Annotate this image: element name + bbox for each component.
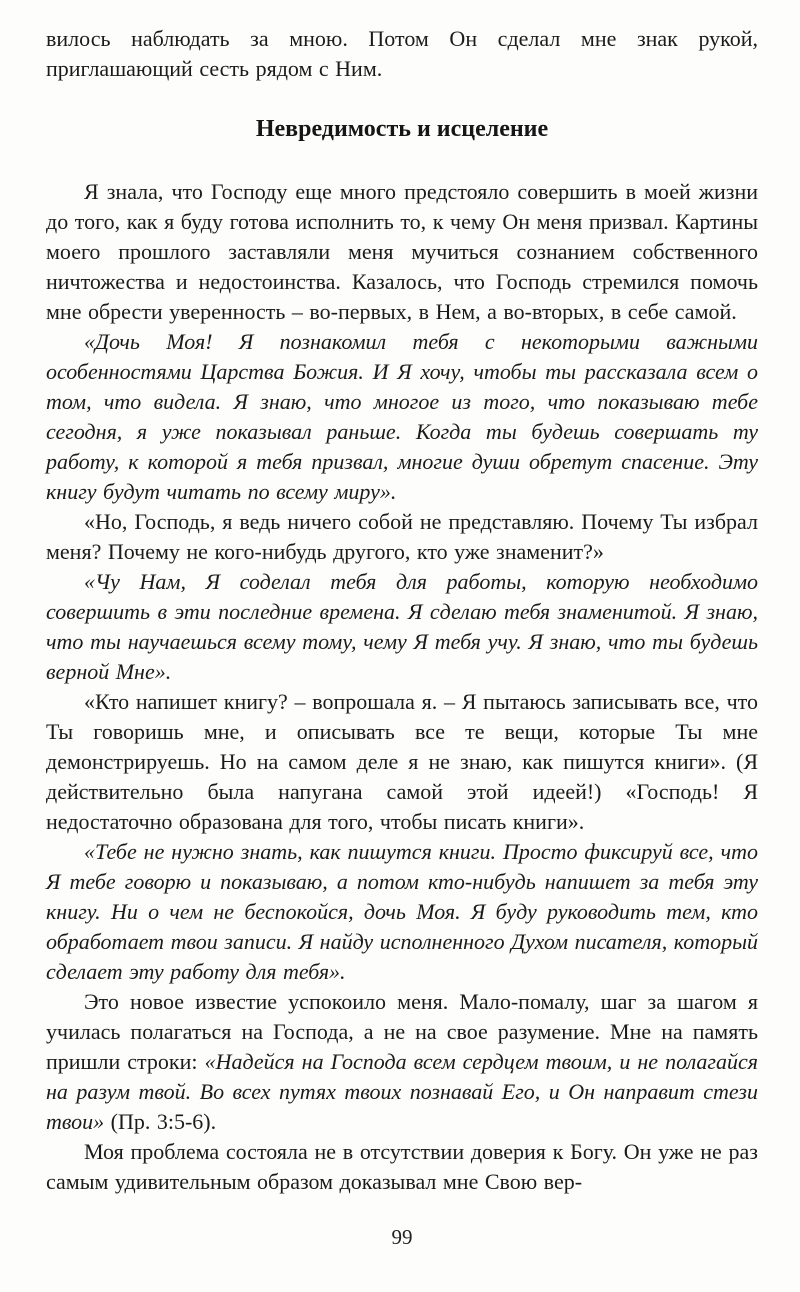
paragraph: Я знала, что Господу еще много предстояло совершить в моей жизни до того, как я буду готова исполнить то, к чему Он меня призвал. Картины моего прошлого заставляли меня мучиться сознанием собственного ничтожества и недостоинства. Казалось, что Господь стремился помочь мне обрести уверенность – во-первых, в Нем, а во-вторых, в себе самой.	[46, 179, 758, 324]
section-heading: Невредимость и исцеление	[255, 116, 549, 142]
paragraph-segment: Это новое известие успокоило меня. Мало-помалу, шаг за шагом я училась полагаться на Господа, а не на свое разумение. Мне на память пришли строки:	[46, 989, 758, 1074]
paragraph-quote-italic: «Тебе не нужно знать, как пишутся книги. Просто фиксируй все, что Я тебе говорю и показываю, а потом кто-нибудь напишет за тебя эту книгу. Ни о чем не беспокойся, дочь Моя. Я буду руководить тем, кто обработает твои записи. Я найду исполненного Духом писателя, который сделает эту работу для тебя».	[46, 839, 758, 984]
page-body-text	[46, 24, 758, 1250]
paragraph-segment-scripture-reference: (Пр. 3:5-6).	[104, 1109, 217, 1134]
paragraph: «Кто напишет книгу? – вопрошала я. – Я пытаюсь записывать все, что Ты говоришь мне, и описывать все те вещи, которые Ты мне демонстрируешь. Но на самом деле я не знаю, как пишутся книги». (Я действительно была напугана самой этой идеей!) «Господь! Я недостаточно образована для того, чтобы писать книги».	[46, 689, 758, 834]
paragraph-quote-italic: «Чу Нам, Я соделал тебя для работы, которую необходимо совершить в эти последние времена. Я сделаю тебя знаменитой. Я знаю, что ты научаешься всему тому, чему Я тебя учу. Я знаю, что ты будешь верной Мне».	[46, 569, 758, 684]
paragraph-mixed	[46, 987, 758, 1137]
page-number: 99	[391, 1225, 413, 1249]
paragraph-continuation: вилось наблюдать за мною. Потом Он сделал мне знак рукой, приглашающий сесть рядом с Ним.	[46, 26, 758, 81]
paragraph: «Но, Господь, я ведь ничего собой не представляю. Почему Ты избрал меня? Почему не кого-нибудь другого, кто уже знаменит?»	[46, 509, 758, 564]
paragraph-quote-italic: «Дочь Моя! Я познакомил тебя с некоторыми важными особенностями Царства Божия. И Я хочу, чтобы ты рассказала всем о том, что видела. Я знаю, что многое из того, что показываю тебе сегодня, я уже показывал раньше. Когда ты будешь совершать ту работу, к которой я тебя призвал, многие души обретут спасение. Эту книгу будут читать по всему миру».	[46, 329, 758, 504]
paragraph: Моя проблема состояла не в отсутствии доверия к Богу. Он уже не раз самым удивительным образом доказывал мне Свою вер-	[46, 1139, 758, 1194]
paragraph-segment-scripture-quote: «Надейся на Господа всем сердцем твоим, и не полагайся на разум твой. Во всех путях твоих познавай Его, и Он направит стези твои»	[46, 1049, 758, 1134]
